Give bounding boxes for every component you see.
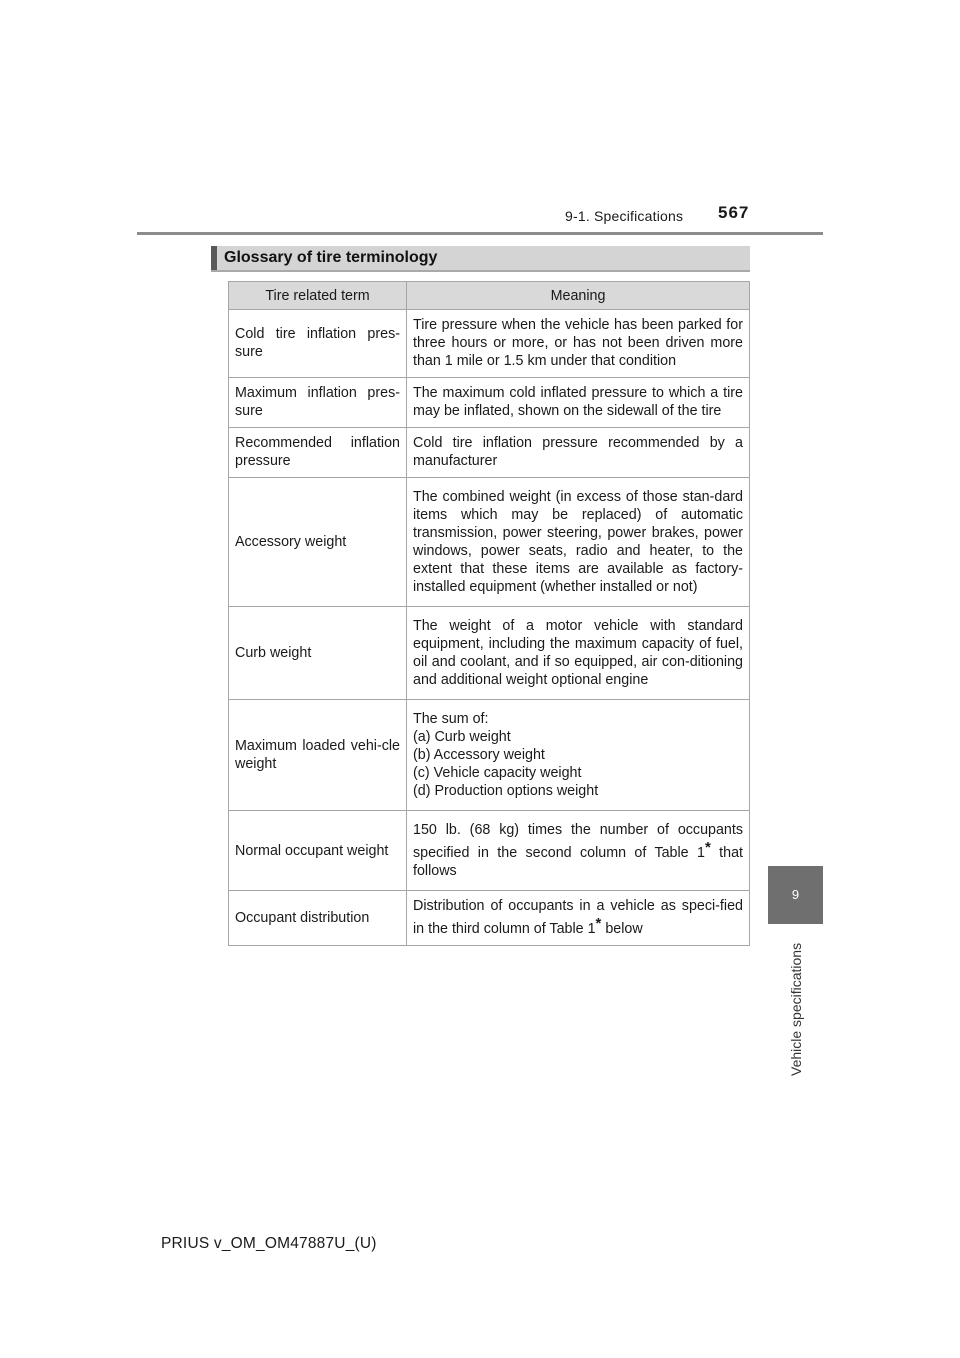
chapter-tab: 9 (768, 866, 823, 924)
footnote-asterisk: * (595, 915, 602, 932)
term-cell: Maximum inflation pres-sure (229, 378, 407, 428)
meaning-cell (407, 811, 750, 891)
meaning-intro: The sum of: (413, 711, 489, 727)
table-row (229, 700, 750, 811)
term-cell: Accessory weight (229, 478, 407, 607)
page-number: 567 (718, 203, 750, 222)
meaning-cell (407, 700, 750, 811)
term-cell: Recommended inflation pressure (229, 428, 407, 478)
meaning-cell: Tire pressure when the vehicle has been parked for three hours or more, or has not been driven more than 1 mile or 1.5 km under that condition (407, 310, 750, 378)
term-cell: Maximum loaded vehi-cle weight (229, 700, 407, 811)
meaning-list-item: (b) Accessory weight (413, 747, 545, 763)
term-cell: Curb weight (229, 607, 407, 700)
column-header-meaning: Meaning (407, 282, 750, 310)
meaning-cell: The maximum cold inflated pressure to which a tire may be inflated, shown on the sidewall of the tire (407, 378, 750, 428)
table-row (229, 478, 750, 607)
table-row (229, 607, 750, 700)
document-id: PRIUS v_OM_OM47887U_(U) (161, 1235, 377, 1252)
table-header-row (229, 282, 750, 310)
glossary-heading-text: Glossary of tire terminology (224, 249, 438, 266)
tire-terminology-table (228, 281, 750, 946)
table-row (229, 310, 750, 378)
column-header-term: Tire related term (229, 282, 407, 310)
meaning-cell: The weight of a motor vehicle with standard equipment, including the maximum capacity of fuel, oil and coolant, and if so equipped, air con-ditioning and additional weight optional engine (407, 607, 750, 700)
term-cell: Cold tire inflation pres-sure (229, 310, 407, 378)
heading-accent-bar (211, 246, 217, 270)
glossary-heading (211, 246, 750, 272)
table-row (229, 428, 750, 478)
meaning-text: 150 lb. (68 kg) times the number of occupants specified in the second column of Table 1 (413, 822, 743, 861)
meaning-text-end: that follows (413, 845, 744, 879)
footnote-asterisk: * (704, 839, 711, 856)
header-divider (137, 232, 823, 235)
table-row (229, 891, 750, 946)
term-cell: Occupant distribution (229, 891, 407, 946)
table-row (229, 378, 750, 428)
meaning-list-item: (c) Vehicle capacity weight (413, 765, 582, 781)
term-cell: Normal occupant weight (229, 811, 407, 891)
meaning-text-end: below (601, 921, 643, 937)
meaning-cell: Cold tire inflation pressure recommended by a manufacturer (407, 428, 750, 478)
meaning-text: Distribution of occupants in a vehicle as speci-fied in the third column of Table 1 (413, 898, 743, 937)
meaning-cell: The combined weight (in excess of those stan-dard items which may be replaced) of automatic transmission, power steering, power brakes, power windows, power seats, radio and heater, to the extent that these items are available as factory-installed equipment (whether installed or not) (407, 478, 750, 607)
meaning-list-item: (a) Curb weight (413, 729, 511, 745)
table-row (229, 811, 750, 891)
meaning-list-item: (d) Production options weight (413, 783, 599, 799)
section-title: 9-1. Specifications (565, 208, 684, 224)
chapter-label: Vehicle specifications (788, 942, 804, 1076)
meaning-cell (407, 891, 750, 946)
